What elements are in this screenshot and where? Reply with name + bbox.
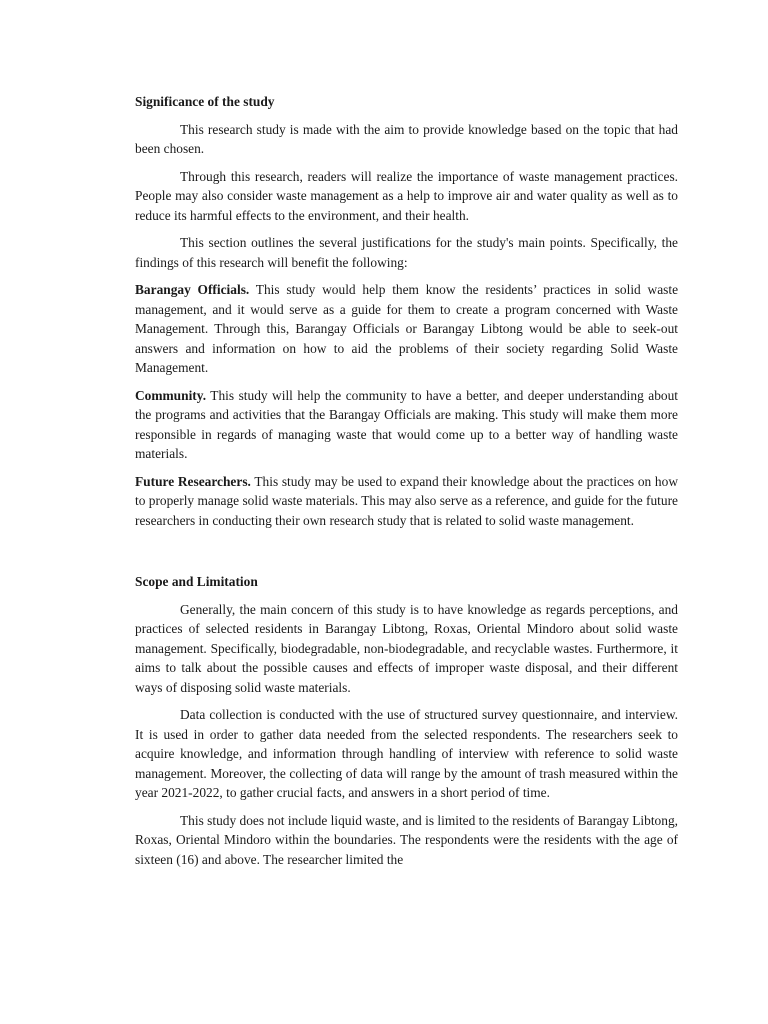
paragraph: This study does not include liquid waste, and is limited to the residents of Barangay Libtong, Roxas, Oriental Mindoro within the boundaries. The respondents were the residents with the age of sixteen (16) and above. The researcher limited the bbox=[135, 812, 678, 867]
section-heading-scope: Scope and Limitation bbox=[135, 574, 258, 589]
beneficiary-text: This study would help them know the residents’ practices in solid waste management, and it would serve as a guide for them to create a program concerned with Waste Management. Through this, Barangay Officials or Barangay Libtong would be able to seek-out answers and information on how to aid the problems of their society regarding Solid Waste Management. bbox=[135, 282, 679, 375]
paragraph: Through this research, readers will realize the importance of waste management practices. People may also consider waste management as a help to improve air and water quality as well as to reduce its harmful effects to the environment, and their health. bbox=[135, 168, 678, 223]
paragraph: This section outlines the several justifications for the study's main points. Specifically, the findings of this research will benefit the following: bbox=[135, 235, 678, 270]
beneficiary-paragraph-future-researchers bbox=[135, 472, 678, 531]
beneficiary-term: Community. bbox=[135, 387, 207, 403]
beneficiary-term: Future Researchers. bbox=[135, 473, 251, 489]
beneficiary-text: This study may be used to expand their knowledge about the practices on how to properly manage solid waste materials. This may also serve as a reference, and guide for the future researchers in conducting their own research study that is related to solid waste management. bbox=[135, 473, 678, 528]
beneficiary-term: Barangay Officials. bbox=[135, 282, 250, 297]
document-page bbox=[135, 92, 678, 877]
paragraph: Data collection is conducted with the use of structured survey questionnaire, and interview. It is used in order to gather data needed from the selected respondents. The researchers seek to acquire knowledge, and information through handling of interview with reference to solid waste management. Moreover, the collecting of data will range by the amount of trash measured within the year 2021-2022, to gather crucial facts, and answers in a short period of time. bbox=[135, 707, 678, 800]
section-spacer bbox=[135, 538, 678, 572]
beneficiary-paragraph-barangay-officials bbox=[135, 280, 678, 378]
section-heading-significance: Significance of the study bbox=[135, 94, 275, 109]
paragraph: Generally, the main concern of this study is to have knowledge as regards perceptions, and practices of selected residents in Barangay Libtong, Roxas, Oriental Mindoro about solid waste management. Specifically, biodegradable, non-biodegradable, and recyclable wastes. Furthermore, it aims to talk about the possible causes and effects of improper waste disposal, and their different ways of disposing solid waste materials. bbox=[135, 601, 678, 695]
paragraph: This research study is made with the aim to provide knowledge based on the topic that had been chosen. bbox=[135, 121, 678, 156]
beneficiary-paragraph-community bbox=[135, 386, 678, 464]
beneficiary-text: This study will help the community to have a better, and deeper understanding about the programs and activities that the Barangay Officials are making. This study will make them more responsible in regards of managing waste that would come up to a better way of handling waste materials. bbox=[135, 387, 678, 461]
